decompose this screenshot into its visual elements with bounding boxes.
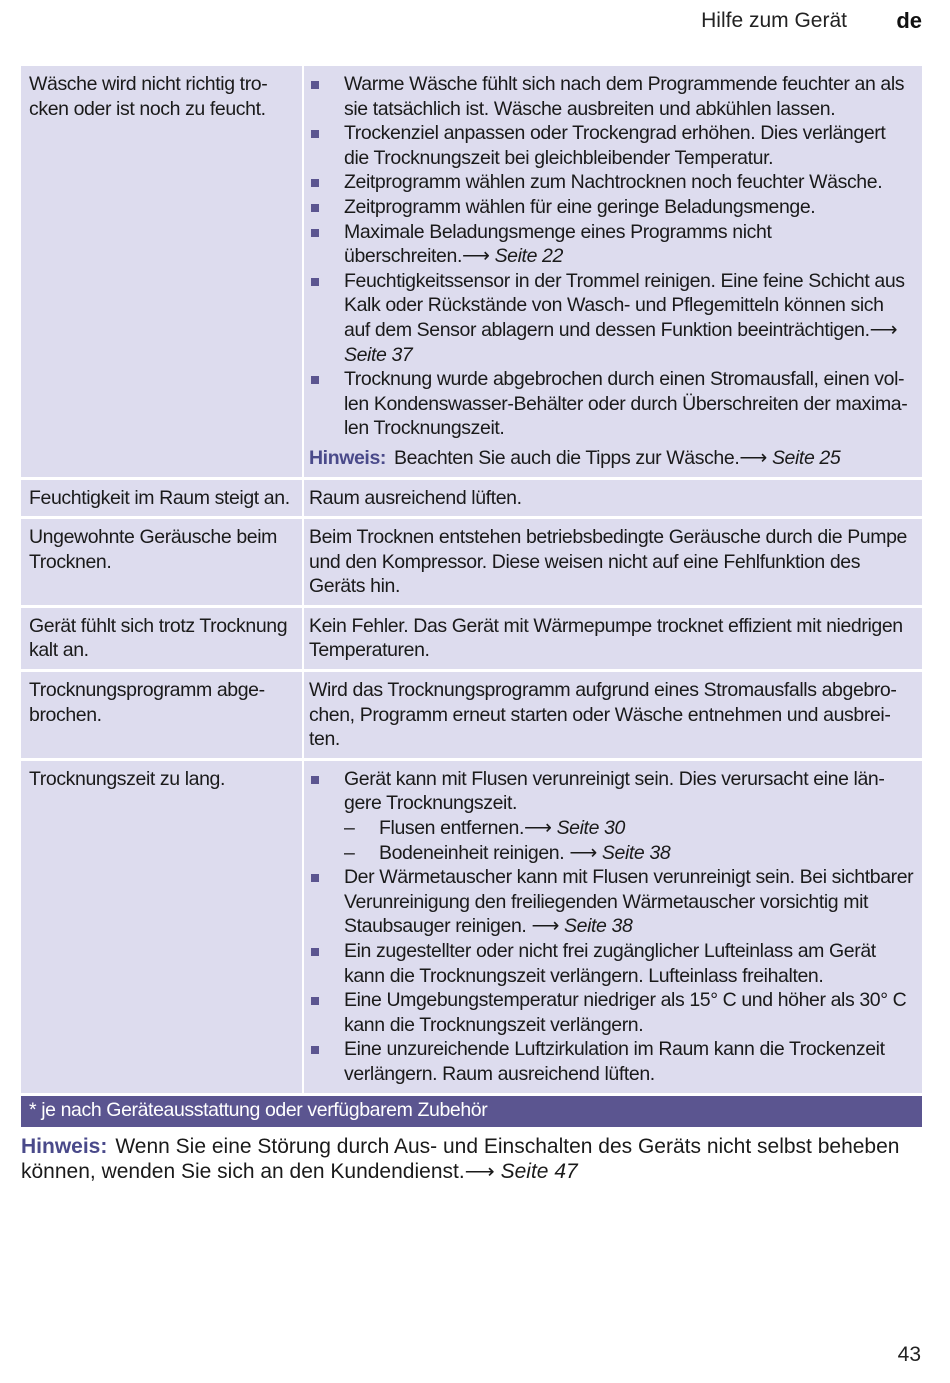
list-item: Zeitprogramm wählen zum Nachtrocknen noch feuchter Wäsche. xyxy=(309,170,914,195)
section-title: Hilfe zum Gerät xyxy=(701,9,847,32)
square-bullet-icon xyxy=(311,874,319,882)
page-reference-link[interactable]: Seite 25 xyxy=(771,446,841,469)
list-item: Ein zugestellter oder nicht frei zugänglicher Lufteinlass am Gerät kann die Trocknungszeit verlängern. Lufteinlass freihalten. xyxy=(309,939,914,988)
solution-list xyxy=(309,72,914,441)
page-reference-link[interactable]: Seite 38 xyxy=(601,841,671,864)
table-row xyxy=(21,761,922,1093)
table-row xyxy=(21,672,922,758)
square-bullet-icon xyxy=(311,130,319,138)
arrow-right-icon: ⟶ xyxy=(569,841,597,864)
arrow-right-icon: ⟶ xyxy=(523,817,552,840)
page-number: 43 xyxy=(897,1343,921,1366)
square-bullet-icon xyxy=(311,81,319,89)
list-item: Zeitprogramm wählen für eine geringe Beladungsmenge. xyxy=(309,195,914,220)
list-item: Trocknung wurde abgebrochen durch einen Stromausfall, einen vollen Kondenswasser-Behälter oder durch Überschreiten der maximalen Trocknungszeit. xyxy=(309,367,914,441)
square-bullet-icon xyxy=(311,948,319,956)
square-bullet-icon xyxy=(311,1046,319,1054)
bottom-hint-note xyxy=(21,1134,921,1184)
list-item: Maximale Beladungsmenge eines Programms nicht überschreiten.⟶ Seite 22 xyxy=(309,220,914,269)
solution-cell xyxy=(304,66,922,477)
hint-label: Hinweis: xyxy=(309,446,386,469)
problem-cell: Wäsche wird nicht richtig trocken oder ist noch zu feucht. xyxy=(21,66,302,477)
hint-label: Hinweis: xyxy=(21,1135,108,1158)
square-bullet-icon xyxy=(311,179,319,187)
arrow-right-icon: ⟶ xyxy=(461,245,490,268)
square-bullet-icon xyxy=(311,776,319,784)
table-row xyxy=(21,480,922,517)
problem-cell: Feuchtigkeit im Raum steigt an. xyxy=(21,480,302,517)
dash-bullet: – xyxy=(344,841,355,864)
table-row xyxy=(21,608,922,669)
page-reference-link[interactable]: Seite 30 xyxy=(556,817,625,840)
list-item: Feuchtigkeitssensor in der Trommel reinigen. Eine feine Schicht aus Kalk oder Rückstände von Wasch- und Pflegemitteln können sich auf dem Sensor ablagern und dessen Funktion beeinträchtigen.⟶ Seite 37 xyxy=(309,269,914,367)
page-reference-link[interactable]: Seite 38 xyxy=(564,915,633,938)
list-item: Warme Wäsche fühlt sich nach dem Programmende feuchter an als sie tatsächlich ist. Wäsche ausbreiten und abkühlen lassen. xyxy=(309,72,914,121)
problem-cell: Gerät fühlt sich trotz Trocknung kalt an. xyxy=(21,608,302,669)
solution-cell: Kein Fehler. Das Gerät mit Wärmepumpe trocknet effizient mit niedrigen Temperaturen. xyxy=(304,608,922,669)
arrow-right-icon: ⟶ xyxy=(464,1160,495,1183)
troubleshooting-table xyxy=(21,66,922,1127)
language-code: de xyxy=(896,8,922,33)
arrow-right-icon: ⟶ xyxy=(531,915,559,938)
sub-list-item: – Bodeneinheit reinigen. ⟶ Seite 38 xyxy=(344,841,671,864)
solution-cell: Raum ausreichend lüften. xyxy=(304,480,922,517)
square-bullet-icon xyxy=(311,204,319,212)
list-item: Gerät kann mit Flusen verunreinigt sein. Dies verursacht eine längere Trocknungszeit. – Flusen entfernen.⟶ Seite 30 – Bodeneinheit reinigen. ⟶ Seite 38 xyxy=(309,767,914,865)
hint-text: Wenn Sie eine Störung durch Aus- und Einschalten des Geräts nicht selbst beheben können, wenden Sie sich an den Kundendienst. xyxy=(21,1135,900,1183)
solution-cell xyxy=(304,761,922,1093)
table-row xyxy=(21,66,922,477)
solution-cell: Beim Trocknen entstehen betriebsbedingte Geräusche durch die Pumpe und den Kompressor. Diese weisen nicht auf eine Fehlfunktion des Geräts hin. xyxy=(304,519,922,605)
page-reference-link[interactable]: Seite 37 xyxy=(344,343,413,366)
list-item: Eine Umgebungstemperatur niedriger als 15° C und höher als 30° C kann die Trocknungszeit verlängern. xyxy=(309,988,914,1037)
square-bullet-icon xyxy=(311,376,319,384)
table-footnote: * je nach Geräteausstattung oder verfügbarem Zubehör xyxy=(21,1096,922,1127)
problem-cell: Ungewohnte Geräusche beim Trocknen. xyxy=(21,519,302,605)
sub-list-item: – Flusen entfernen.⟶ Seite 30 xyxy=(344,817,625,840)
arrow-right-icon: ⟶ xyxy=(869,318,898,341)
sub-list xyxy=(344,816,914,865)
square-bullet-icon xyxy=(311,229,319,237)
arrow-right-icon: ⟶ xyxy=(739,446,767,469)
list-item: Der Wärmetauscher kann mit Flusen verunreinigt sein. Bei sichtbarer Verunreinigung den freiliegenden Wärmetauscher vorsichtig mit Staubsauger reinigen. ⟶ Seite 38 xyxy=(309,865,914,939)
list-item: Eine unzureichende Luftzirkulation im Raum kann die Trockenzeit verlängern. Raum ausreichend lüften. xyxy=(309,1037,914,1086)
solution-list xyxy=(309,767,914,1087)
square-bullet-icon xyxy=(311,278,319,286)
problem-cell: Trocknungsprogramm abgebrochen. xyxy=(21,672,302,758)
solution-cell: Wird das Trocknungsprogramm aufgrund eines Stromausfalls abgebrochen, Programm erneut starten oder Wäsche entnehmen und ausbreiten. xyxy=(304,672,922,758)
hint-note xyxy=(309,446,914,471)
page-reference-link[interactable]: Seite 47 xyxy=(500,1160,578,1183)
list-item: Trockenziel anpassen oder Trockengrad erhöhen. Dies verlängert die Trocknungszeit bei gleichbleibender Temperatur. xyxy=(309,121,914,170)
problem-cell: Trocknungszeit zu lang. xyxy=(21,761,302,1093)
page-header xyxy=(0,8,950,38)
table-row xyxy=(21,519,922,605)
dash-bullet: – xyxy=(344,817,355,840)
page-reference-link[interactable]: Seite 22 xyxy=(494,245,563,268)
hint-text: Beachten Sie auch die Tipps zur Wäsche. xyxy=(393,446,740,469)
square-bullet-icon xyxy=(311,997,319,1005)
